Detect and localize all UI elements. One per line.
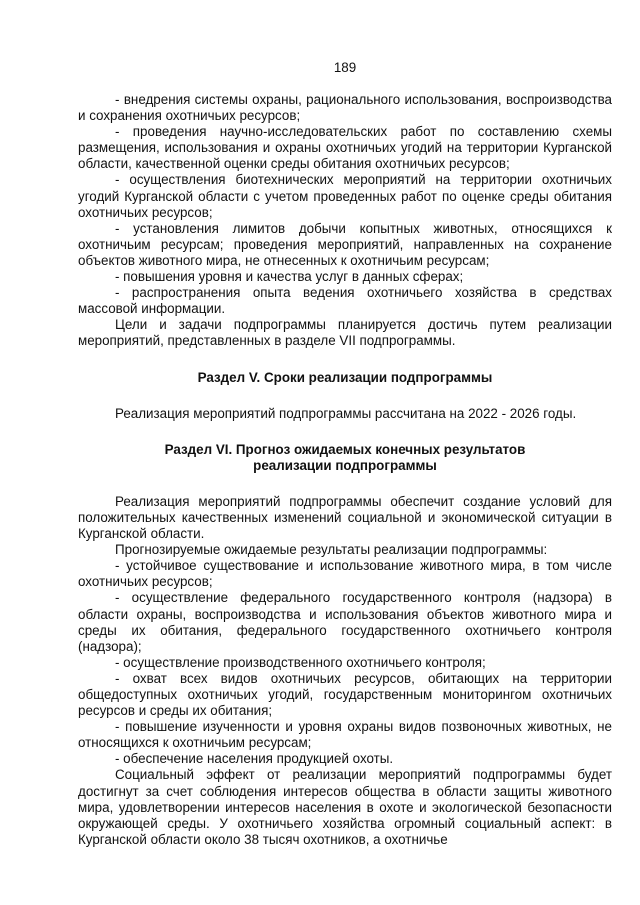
paragraph: Социальный эффект от реализации мероприятий подпрограммы будет достигнут за счет соблюдения интересов общества в области защиты животного мира, удовлетворении интересов населения в охоте и экологической безопасности окружающей среды. У охотничьего хозяйства огромный социальный аспект: в Курганской области около 38 тысяч охотников, а охотничье (78, 767, 612, 847)
list-item: - распространения опыта ведения охотничьего хозяйства в средствах массовой информации. (78, 285, 612, 317)
paragraph: Цели и задачи подпрограммы планируется достичь путем реализации мероприятий, представленных в разделе VII подпрограммы. (78, 317, 612, 349)
list-item: - охват всех видов охотничьих ресурсов, обитающих на территории общедоступных охотничьих угодий, государственным мониторингом охотничьих ресурсов и среды их обитания; (78, 670, 612, 719)
list-item: - устойчивое существование и использование животного мира, в том числе охотничьих ресурсов; (78, 558, 612, 590)
paragraph: Прогнозируемые ожидаемые результаты реализации подпрограммы: (115, 542, 548, 558)
list-item: - повышение изученности и уровня охраны видов позвоночных животных, не относящихся к охотничьим ресурсам; (78, 719, 612, 751)
page-number: 189 (333, 60, 357, 75)
list-item: - осуществления биотехнических мероприятий на территории охотничьих угодий Курганской области с учетом проведенных работ по оценке среды обитания охотничьих ресурсов; (78, 172, 612, 220)
list-item: - осуществление производственного охотничьего контроля; (115, 654, 486, 670)
section-heading: Раздел V. Сроки реализации подпрограммы (197, 369, 493, 385)
list-item: - осуществление федерального государственного контроля (надзора) в области охраны, воспроизводства и использования объектов животного мира и среды их обитания, федерального государственного охотничьего контроля (надзора); (78, 590, 612, 654)
list-item: - повышения уровня и качества услуг в данных сферах; (115, 269, 464, 285)
list-item: - обеспечение населения продукцией охоты. (115, 751, 394, 767)
list-item: - установления лимитов добычи копытных животных, относящихся к охотничьим ресурсам; проведения мероприятий, направленных на сохранение объектов животного мира, не отнесенных к охотничьим ресурсам; (78, 220, 612, 268)
section-heading: Раздел VI. Прогноз ожидаемых конечных результатов реализации подпрограммы (164, 441, 526, 473)
paragraph: Реализация мероприятий подпрограммы рассчитана на 2022 - 2026 годы. (115, 405, 577, 421)
list-item: - внедрения системы охраны, рационального использования, воспроизводства и сохранения охотничьих ресурсов; (78, 92, 612, 124)
page-content (78, 92, 612, 848)
list-item: - проведения научно-исследовательских работ по составлению схемы размещения, использования и охраны охотничьих угодий на территории Курганской области, качественной оценки среды обитания охотничьих ресурсов; (78, 124, 612, 172)
paragraph: Реализация мероприятий подпрограммы обеспечит создание условий для положительных качественных изменений социальной и экономической ситуации в Курганской области. (78, 493, 612, 542)
